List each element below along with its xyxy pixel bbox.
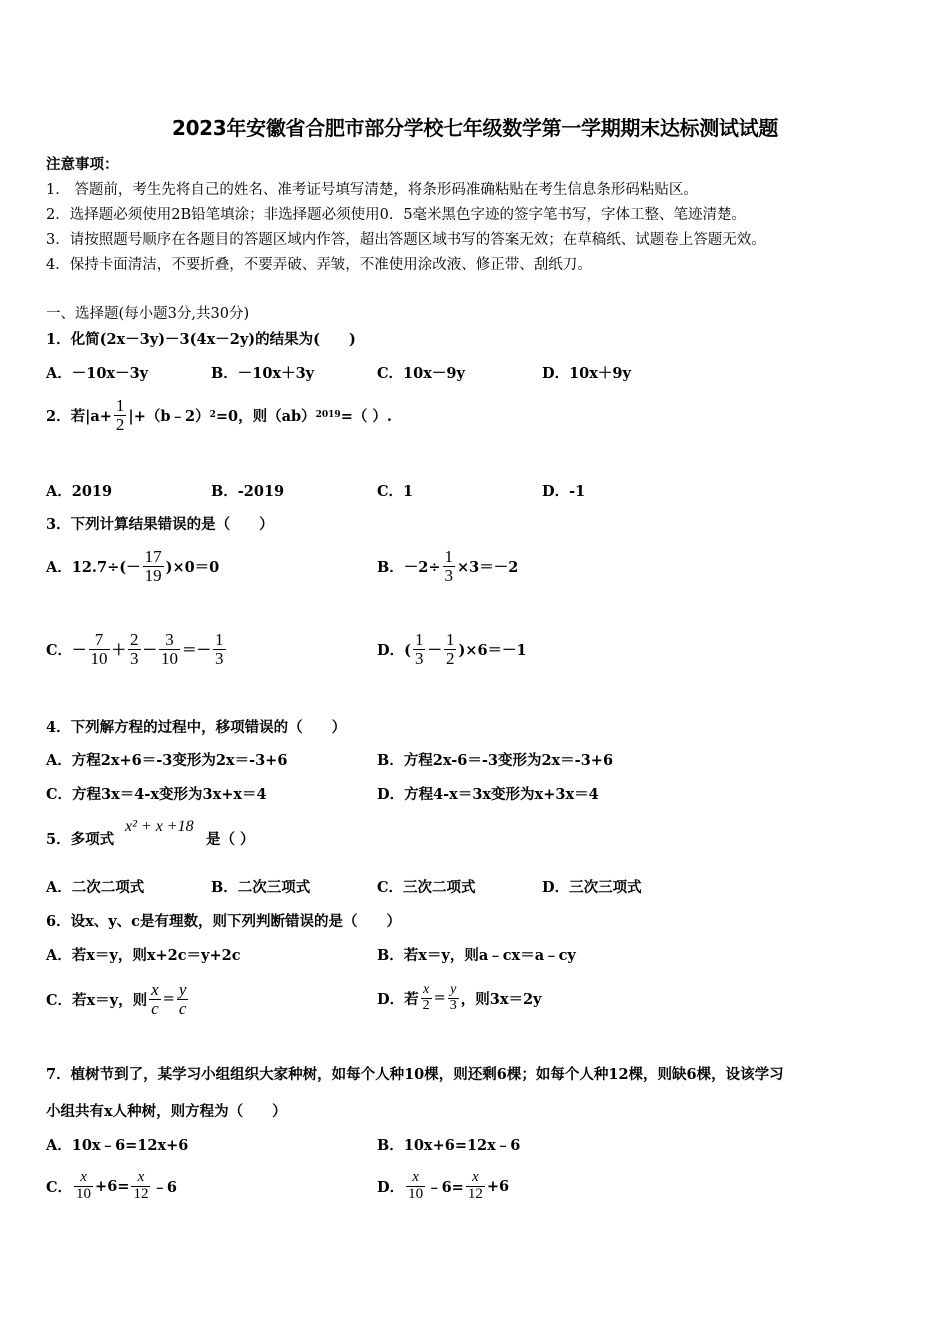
q6-c-pre: C．若x＝y，则 [46,991,148,1009]
q6-option-d [377,983,541,1013]
q3-stem: 3．下列计算结果错误的是（ ） [46,516,274,533]
operator: － [142,641,158,659]
q5-option-a: A．二次二项式 [46,879,145,896]
q2-option-a: A．2019 [46,483,113,500]
q6-option-a: A．若x＝y，则x+2c＝y+2c [46,947,241,964]
q7-stem-line2: 小组共有x人种树，则方程为（ ） [46,1103,287,1120]
fraction [466,1170,485,1203]
notice-item: 4．保持卡面清洁，不要折叠，不要弄破、弄皱，不准使用涂改液、修正带、刮纸刀。 [46,257,592,273]
notice-heading: 注意事项： [46,156,119,173]
q5-option-d: D．三次三项式 [542,879,642,896]
frac-den: 10 [408,1185,424,1202]
frac-den: 10 [90,648,108,668]
fraction [177,981,189,1018]
frac-num: x [137,1169,145,1185]
frac-num: x [422,982,430,997]
fraction [448,983,459,1013]
notice-item: 1． 答题前，考生先将自己的姓名、准考证号填写清楚，将条形码准确粘贴在考生信息条形码粘贴区。 [46,182,698,198]
frac-den: c [178,998,187,1018]
operator: ＝－ [182,641,212,659]
q1-option-a: A．－10x－3y [46,365,149,382]
fraction [413,631,426,668]
frac-num: y [178,980,187,999]
frac-num: 1 [444,547,453,566]
q3-c-label: C．－ [46,641,87,659]
q1-option-b: B．－10x＋3y [211,365,315,382]
q3-option-b [377,548,518,585]
q2-frac-num: 1 [115,396,125,415]
page-title: 2023年安徽省合肥市部分学校七年级数学第一学期期末达标测试试题 [171,116,779,140]
q4-option-c: C．方程3x＝4-x变形为3x+x＝4 [46,786,267,803]
q3-option-d [377,631,527,668]
section-heading: 一、选择题(每小题3分,共30分) [46,306,250,322]
frac-den: c [151,998,159,1018]
q3-b-pre: B．－2÷ [377,558,441,576]
frac-den: 10 [161,648,179,668]
q1-option-c: C．10x－9y [377,365,465,382]
q2-option-b: B．-2019 [211,483,285,500]
q6-option-b: B．若x＝y，则a﹣cx＝a﹣cy [377,947,576,964]
frac-num: 17 [144,547,162,566]
operator: ＋ [111,641,127,659]
frac-den: 10 [76,1185,92,1202]
q2-option-c: C．1 [377,483,414,500]
q3-option-c [46,631,228,668]
frac-num: x [151,980,159,999]
q7-c-post: ﹣6 [152,1178,178,1196]
q2-exp-2019: 2019 [315,410,341,421]
q5-stem-pre: 5．多项式 [46,831,115,848]
q2-stem-mid: |+（b﹣2） [128,407,210,425]
q6-stem: 6．设x、y、c是有理数，则下列判断错误的是（ ） [46,913,401,930]
frac-den: 3 [130,648,139,668]
fraction [406,1170,425,1203]
q6-d-post: ，则3x＝2y [460,990,542,1008]
operator: = [433,990,446,1007]
frac-num: x [471,1169,479,1185]
q4-option-a: A．方程2x+6＝-3变形为2x＝-3+6 [46,752,288,769]
frac-num: 1 [215,630,224,649]
q2-stem [46,397,392,434]
q3-option-a [46,548,219,585]
frac-den: 19 [144,565,162,585]
notice-item: 3．请按照题号顺序在各题目的答题区域内作答，超出答题区域书写的答案无效；在草稿纸、试题卷上答题无效。 [46,232,766,248]
operator: － [427,641,442,659]
fraction [128,631,141,668]
frac-den: 3 [215,648,224,668]
q5-expression: x² + x +18 [125,818,194,835]
frac-num: x [80,1169,87,1185]
q6-d-pre: D．若 [377,990,419,1008]
fraction [89,631,110,668]
q7-stem-line1: 7．植树节到了，某学习小组组织大家种树，如每个人种10棵，则还剩6棵；如每个人种12棵，则缺6棵，设该学习 [46,1066,784,1083]
q3-a-fraction [143,548,164,585]
frac-den: 3 [414,648,424,668]
q2-stem-mid2: =0，则（ab） [215,407,316,425]
q3-b-post: ×3＝－2 [457,558,519,576]
fraction [74,1170,93,1203]
q2-exp-2: 2 [209,410,216,421]
q3-b-fraction [443,548,456,585]
q1-stem: 1．化简(2x－3y)－3(4x－2y)的结果为( ) [46,331,356,348]
fraction [421,983,432,1013]
q4-option-d: D．方程4-x＝3x变形为x+3x＝4 [377,786,599,803]
q4-option-b: B．方程2x-6＝-3变形为2x＝-3+6 [377,752,614,769]
q7-d-label: D． [377,1178,405,1196]
frac-num: y [450,982,457,997]
q3-d-post: )×6＝－1 [458,641,527,659]
frac-den: 2 [445,648,455,668]
frac-num: x [412,1169,419,1185]
q7-option-d [377,1170,509,1203]
frac-num: 1 [414,630,424,649]
frac-den: 12 [133,1185,149,1202]
q2-fraction [114,397,127,434]
q1-option-d: D．10x＋9y [542,365,631,382]
fraction [149,981,161,1018]
notice-item: 2．选择题必须使用2B铅笔填涂；非选择题必须使用0．5毫米黑色字迹的签字笔书写，字体工整、笔迹清楚。 [46,207,747,223]
frac-num: 3 [165,630,174,649]
q7-c-label: C． [46,1178,73,1196]
frac-num: 2 [130,630,139,649]
q7-option-b: B．10x+6=12x﹣6 [377,1137,521,1154]
q7-c-mid: +6= [95,1177,130,1195]
q2-option-d: D．-1 [542,483,586,500]
frac-den: 3 [449,997,457,1013]
q5-option-b: B．二次三项式 [211,879,311,896]
q3-a-pre: A．12.7÷(－ [46,558,141,576]
operator: = [162,991,175,1008]
frac-den: 3 [444,565,453,585]
q2-stem-post: =（ ）. [340,407,392,425]
q4-stem: 4．下列解方程的过程中，移项错误的（ ） [46,719,347,736]
frac-num: 7 [94,630,104,649]
q7-d-mid: ﹣6= [427,1178,464,1196]
fraction [444,631,457,668]
frac-den: 12 [467,1185,483,1202]
q7-option-a: A．10x﹣6=12x+6 [46,1137,189,1154]
q7-option-c [46,1170,177,1203]
q3-a-post: )×0＝0 [165,558,220,576]
q7-d-post: +6 [486,1177,510,1195]
frac-num: 1 [445,630,455,649]
q6-option-c [46,981,190,1018]
frac-den: 2 [422,997,430,1013]
q3-d-label: D．( [377,641,411,659]
q5-option-c: C．三次二项式 [377,879,476,896]
fraction [213,631,226,668]
q5-stem-post: 是（ ） [206,831,255,848]
q2-stem-pre: 2．若|a+ [46,407,112,425]
fraction [131,1170,150,1203]
q2-frac-den: 2 [115,414,125,434]
fraction [159,631,180,668]
